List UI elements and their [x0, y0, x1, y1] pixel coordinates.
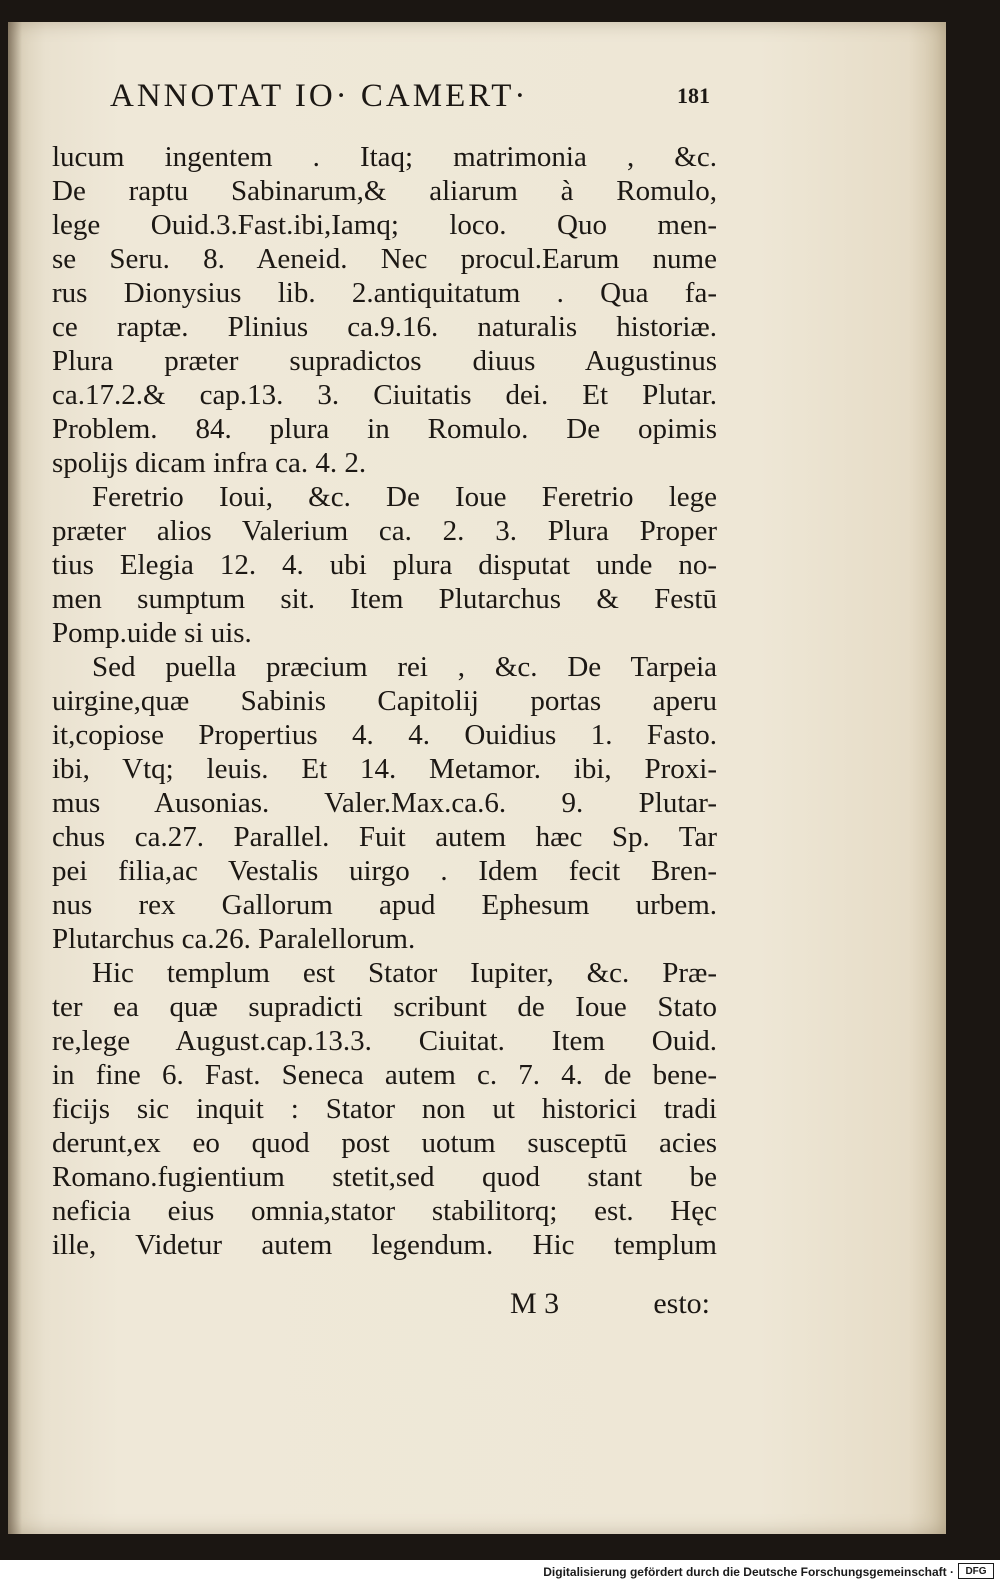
- text-line: mus Ausonias. Valer.Max.ca.6. 9. Plutar-: [52, 787, 717, 819]
- text-line: derunt,ex eo quod post uotum susceptū acies: [52, 1127, 717, 1159]
- text-line: ille, Videtur autem legendum. Hic templum: [52, 1229, 717, 1261]
- text-line: re,lege August.cap.13.3. Ciuitat. Item Ouid.: [52, 1025, 717, 1057]
- footer: [0, 1560, 1000, 1584]
- text-line: ce raptæ. Plinius ca.9.16. naturalis historiæ.: [52, 311, 717, 343]
- text-line: tius Elegia 12. 4. ubi plura disputat unde no-: [52, 549, 717, 581]
- text-line: Romano.fugientium stetit,sed quod stant be: [52, 1161, 717, 1193]
- funding-credit: Digitalisierung gefördert durch die Deutsche Forschungsgemeinschaft ·: [543, 1565, 954, 1579]
- running-head: [110, 68, 710, 124]
- text-line: it,copiose Propertius 4. 4. Ouidius 1. Fasto.: [52, 719, 717, 751]
- text-line: nus rex Gallorum apud Ephesum urbem.: [52, 889, 717, 921]
- text-line: Feretrio Ioui, &c. De Ioue Feretrio lege: [92, 481, 717, 513]
- text-line: in fine 6. Fast. Seneca autem c. 7. 4. de bene-: [52, 1059, 717, 1091]
- text-line: lege Ouid.3.Fast.ibi,Iamq; loco. Quo men-: [52, 209, 717, 241]
- text-line: De raptu Sabinarum,& aliarum à Romulo,: [52, 175, 717, 207]
- text-line: rus Dionysius lib. 2.antiquitatum . Qua fa-: [52, 277, 717, 309]
- text-line: ibi, Vtq; leuis. Et 14. Metamor. ibi, Proxi-: [52, 753, 717, 785]
- dfg-logo: DFG: [958, 1563, 994, 1579]
- text-line: men sumptum sit. Item Plutarchus & Festū: [52, 583, 717, 615]
- text-line: Plutarchus ca.26. Paralellorum.: [52, 923, 416, 955]
- catchline: [510, 1284, 710, 1324]
- page-gutter-shadow: [8, 22, 22, 1534]
- text-line: Sed puella præcium rei , &c. De Tarpeia: [92, 651, 717, 683]
- text-line: præter alios Valerium ca. 2. 3. Plura Proper: [52, 515, 717, 547]
- main-text-block: [52, 140, 717, 1262]
- text-line: neficia eius omnia,stator stabilitorq; est. Hęc: [52, 1195, 717, 1227]
- text-line: Plura præter supradictos diuus Augustinus: [52, 345, 717, 377]
- text-line: uirgine,quæ Sabinis Capitolij portas aperu: [52, 685, 717, 717]
- text-line: Hic templum est Stator Iupiter, &c. Præ-: [92, 957, 717, 989]
- running-head-title: ANNOTAT IO· CAMERT·: [110, 77, 529, 114]
- page-number: 181: [677, 83, 710, 108]
- text-line: lucum ingentem . Itaq; matrimonia , &c.: [52, 141, 717, 173]
- signature-mark: M 3: [510, 1287, 560, 1320]
- text-line: ca.17.2.& cap.13. 3. Ciuitatis dei. Et Plutar.: [52, 379, 717, 411]
- text-line: Problem. 84. plura in Romulo. De opimis: [52, 413, 717, 445]
- text-line: ter ea quæ supradicti scribunt de Ioue Stato: [52, 991, 717, 1023]
- text-line: se Seru. 8. Aeneid. Nec procul.Earum nume: [52, 243, 717, 275]
- text-line: Pomp.uide si uis.: [52, 617, 252, 649]
- text-line: pei filia,ac Vestalis uirgo . Idem fecit Bren-: [52, 855, 717, 887]
- text-line: ficijs sic inquit : Stator non ut historici tradi: [52, 1093, 717, 1125]
- text-line: chus ca.27. Parallel. Fuit autem hæc Sp. Tar: [52, 821, 717, 853]
- catchword: esto:: [653, 1287, 710, 1320]
- text-line: spolijs dicam infra ca. 4. 2.: [52, 447, 367, 479]
